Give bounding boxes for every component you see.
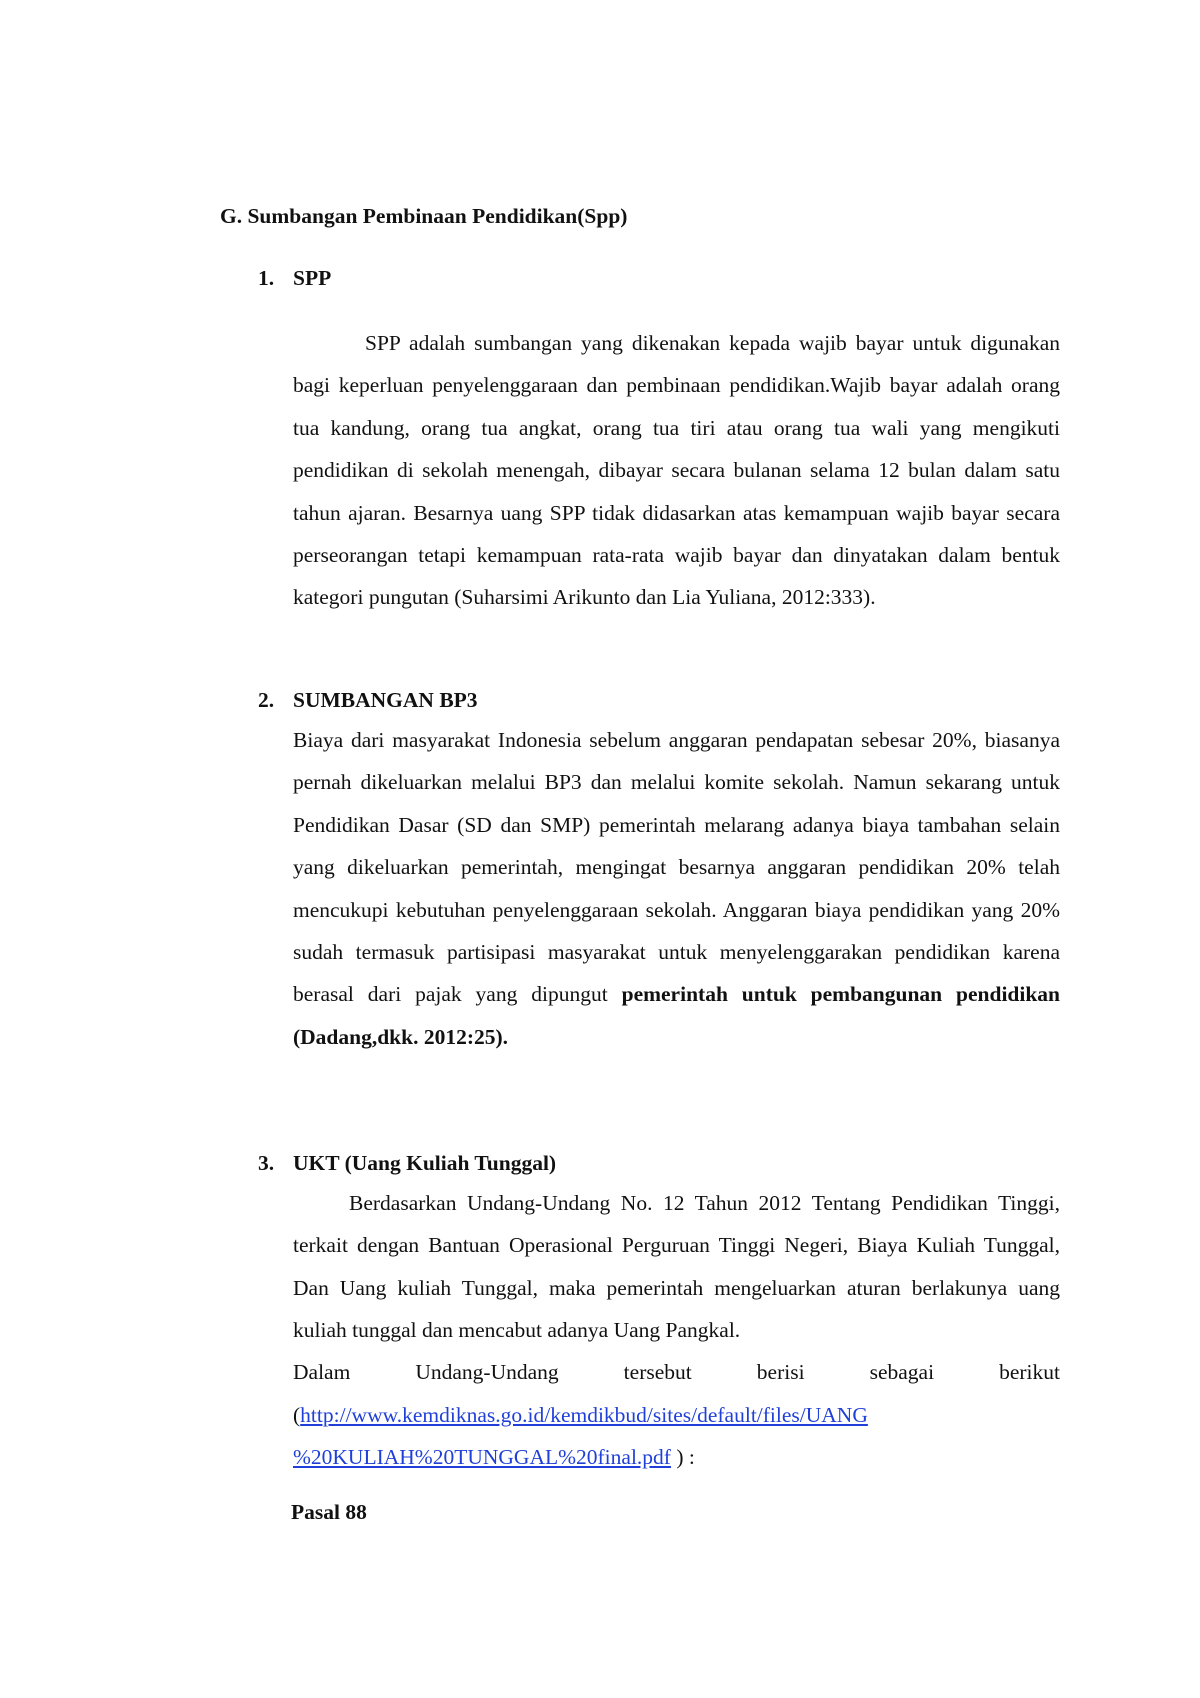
section-heading: G. Sumbangan Pembinaan Pendidikan(Spp)	[220, 204, 628, 228]
list-number: 3.	[258, 1151, 275, 1175]
paragraph-ukt-justified-line: Dalam Undang-Undang tersebut berisi sebagai berikut	[293, 1360, 1060, 1384]
link-close-paren: ) :	[670, 1445, 695, 1470]
pasal-heading: Pasal 88	[291, 1500, 367, 1524]
paragraph-spp: SPP adalah sumbangan yang dikenakan kepada wajib bayar untuk digunakan bagi keperluan penyelenggaraan dan pembinaan pendidikan.Wajib bayar adalah orang tua kandung, orang tua angkat, orang tua tiri atau orang tua wali yang mengikuti pendidikan di sekolah menengah, dibayar secara bulanan selama 12 bulan dalam satu tahun ajaran. Besarnya uang SPP tidak didasarkan atas kemampuan wajib bayar secara perseorangan tetapi kemampuan rata-rata wajib bayar dan dinyatakan dalam bentuk kategori pungutan (Suharsimi Arikunto dan Lia Yuliana, 2012:333).	[293, 331, 1060, 610]
paragraph-bp3	[293, 719, 1060, 1058]
paragraph-ukt-link	[293, 1394, 1060, 1479]
link-open-paren: (	[293, 1403, 301, 1427]
list-title: UKT (Uang Kuliah Tunggal)	[293, 1151, 557, 1175]
list-number: 1.	[258, 266, 275, 290]
source-link[interactable]: http://www.kemdiknas.go.id/kemdikbud/sites/default/files/UANG	[300, 1403, 868, 1427]
paragraph-ukt: Berdasarkan Undang-Undang No. 12 Tahun 2012 Tentang Pendidikan Tinggi, terkait dengan Bantuan Operasional Perguruan Tinggi Negeri, Biaya Kuliah Tunggal, Dan Uang kuliah Tunggal, maka pemerintah mengeluarkan aturan berlakunya uang kuliah tunggal dan mencabut adanya Uang Pangkal.	[293, 1191, 1060, 1343]
paragraph-text: Biaya dari masyarakat Indonesia sebelum anggaran pendapatan sebesar 20%, biasanya pernah dikeluarkan melalui BP3 dan melalui komite sekolah. Namun sekarang untuk Pendidikan Dasar (SD dan SMP) pemerintah melarang adanya biaya tambahan selain yang dikeluarkan pemerintah, mengingat besarnya anggaran pendidikan 20% telah mencukupi kebutuhan penyelenggaraan sekolah. Anggaran biaya pendidikan yang 20% sudah termasuk partisipasi masyarakat untuk menyelenggarakan pendidikan karena berasal dari pajak yang dipungut	[293, 728, 1060, 1007]
citation-bold: pemerintah untuk pembangunan pendidikan (Dadang,dkk. 2012:25).	[293, 982, 1061, 1049]
list-number: 2.	[258, 688, 275, 712]
list-title: SPP	[293, 266, 332, 290]
source-link-continued[interactable]: %20KULIAH%20TUNGGAL%20final.pdf	[293, 1445, 671, 1470]
list-title: SUMBANGAN BP3	[293, 688, 478, 712]
